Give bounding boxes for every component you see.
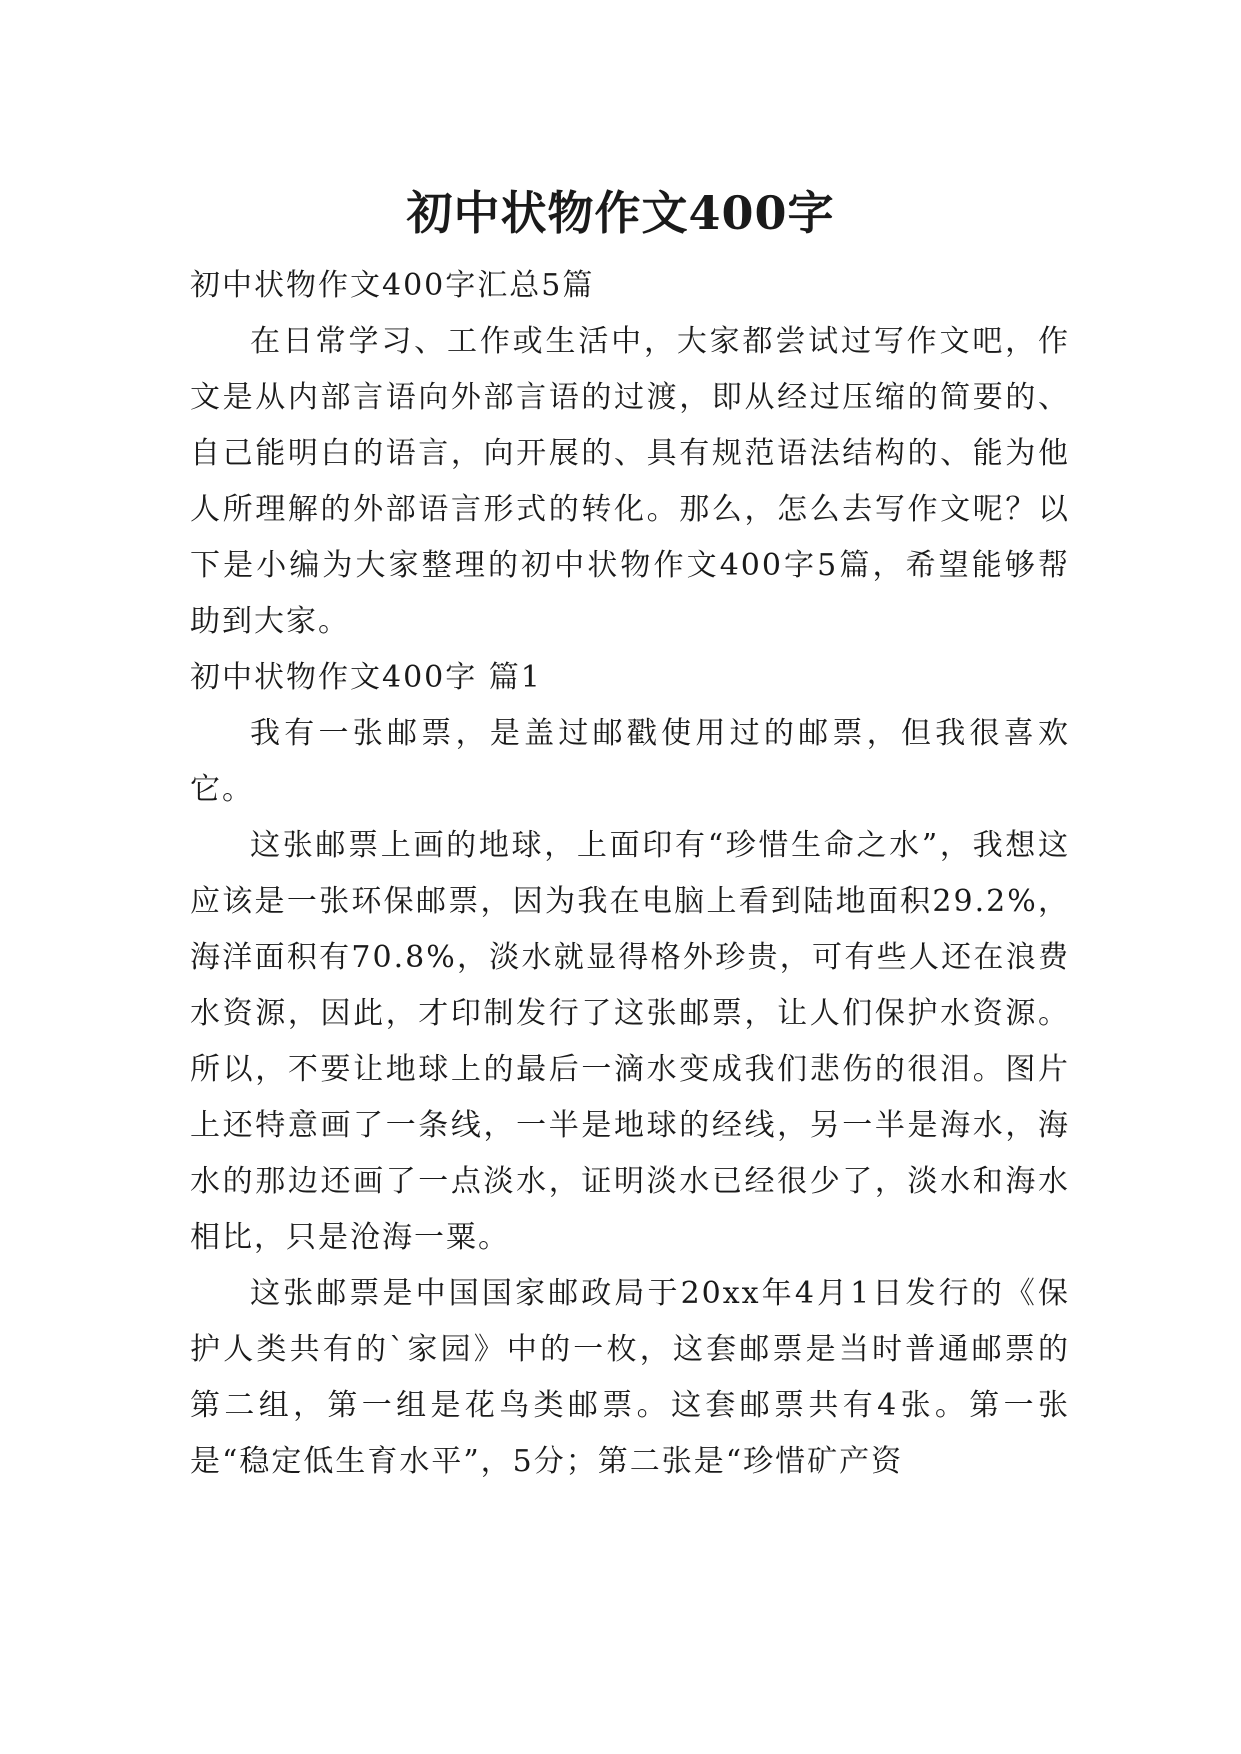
body-paragraph-1: 我有一张邮票，是盖过邮戳使用过的邮票，但我很喜欢它。 <box>190 716 1070 807</box>
document-subtitle: 初中状物作文400字汇总5篇 <box>190 268 595 303</box>
intro-paragraph: 在日常学习、工作或生活中，大家都尝试过写作文吧，作文是从内部言语向外部言语的过渡，即从经过压缩的简要的、自己能明白的语言，向开展的、具有规范语法结构的、能为他人所理解的外部语言形式的转化。那么，怎么去写作文呢？以下是小编为大家整理的初中状物作文400字5篇，希望能够帮助到大家。 <box>190 324 1070 639</box>
section-heading: 初中状物作文400字 篇1 <box>190 660 542 695</box>
document-title: 初中状物作文400字 <box>406 185 835 240</box>
body-paragraph-2: 这张邮票上画的地球，上面印有“珍惜生命之水”，我想这应该是一张环保邮票，因为我在电脑上看到陆地面积29.2%，海洋面积有70.8%，淡水就显得格外珍贵，可有些人还在浪费水资源，因此，才印制发行了这张邮票，让人们保护水资源。所以，不要让地球上的最后一滴水变成我们悲伤的很泪。图片上还特意画了一条线，一半是地球的经线，另一半是海水，海水的那边还画了一点淡水，证明淡水已经很少了，淡水和海水相比，只是沧海一粟。 <box>190 828 1070 1255</box>
body-paragraph-3: 这张邮票是中国国家邮政局于20xx年4月1日发行的《保护人类共有的`家园》中的一枚，这套邮票是当时普通邮票的第二组，第一组是花鸟类邮票。这套邮票共有4张。第一张是“稳定低生育水平”，5分；第二张是“珍惜矿产资 <box>190 1276 1070 1479</box>
document-body <box>190 258 1070 1490</box>
